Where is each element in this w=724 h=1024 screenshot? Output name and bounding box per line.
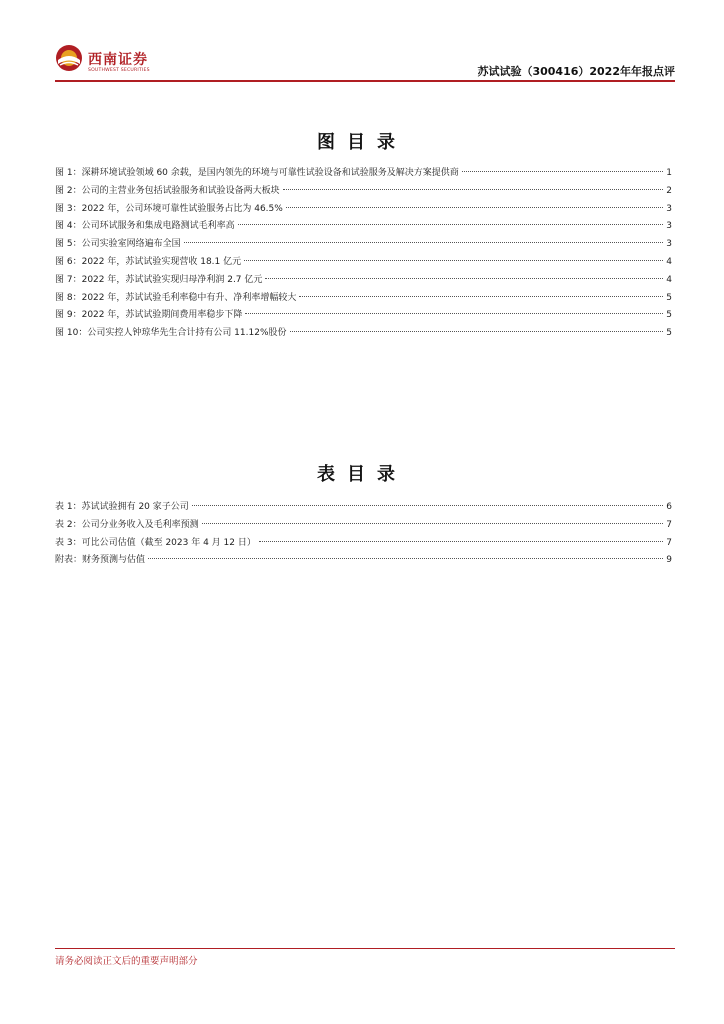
toc-page-number: 5 [666, 310, 672, 321]
logo-english-name: SOUTHWEST SECURITIES [88, 68, 150, 73]
toc-entry-label: 表 2：公司分业务收入及毛利率预测 [55, 519, 199, 530]
toc-dot-leader [184, 242, 664, 243]
figure-toc-entry[interactable] [55, 254, 672, 272]
report-title: 苏试试验（300416）2022年年报点评 [477, 65, 675, 78]
toc-page-number: 7 [666, 519, 672, 530]
toc-page-number: 3 [666, 203, 672, 214]
toc-page-number: 2 [666, 185, 672, 196]
header-divider [55, 80, 675, 82]
tables-toc-title: 表目录 [317, 464, 407, 485]
toc-dot-leader [192, 505, 664, 506]
figure-toc-entry[interactable] [55, 290, 672, 308]
toc-dot-leader [202, 523, 664, 524]
figure-toc-entry[interactable] [55, 236, 672, 254]
page-header [55, 40, 675, 80]
toc-page-number: 6 [666, 502, 672, 512]
figure-toc-entry[interactable] [55, 201, 672, 219]
toc-dot-leader [244, 260, 663, 261]
table-toc-entry[interactable] [55, 535, 672, 553]
figures-toc-list [55, 165, 672, 343]
toc-page-number: 5 [666, 292, 672, 303]
toc-entry-label: 图 2：公司的主营业务包括试验服务和试验设备两大板块 [55, 185, 280, 196]
tables-toc-list [55, 499, 672, 570]
toc-entry-label: 图 10：公司实控人钟琼华先生合计持有公司 11.12%股份 [55, 328, 287, 339]
toc-page-number: 4 [666, 274, 672, 285]
toc-page-number: 9 [666, 555, 672, 566]
toc-page-number: 3 [666, 221, 672, 232]
figure-toc-entry[interactable] [55, 183, 672, 201]
figure-toc-entry[interactable] [55, 272, 672, 290]
toc-entry-label: 图 5：公司实验室网络遍布全国 [55, 239, 181, 250]
toc-entry-label: 图 1：深耕环境试验领域 60 余载，是国内领先的环境与可靠性试验设备和试验服务及解决方案提供商 [55, 168, 459, 178]
toc-dot-leader [265, 278, 663, 279]
figures-toc-title: 图目录 [317, 132, 407, 153]
toc-entry-label: 图 6：2022 年，苏试试验实现营收 18.1 亿元 [55, 256, 242, 267]
toc-entry-label: 图 3：2022 年，公司环境可靠性试验服务占比为 46.5% [55, 203, 283, 214]
toc-page-number: 7 [666, 537, 672, 548]
logo-mark-icon [55, 44, 83, 72]
toc-entry-label: 图 7：2022 年，苏试试验实现归母净利润 2.7 亿元 [55, 274, 263, 285]
toc-entry-label: 表 1：苏试试验拥有 20 家子公司 [55, 502, 189, 512]
footer-divider [55, 948, 675, 949]
toc-entry-label: 图 9：2022 年，苏试试验期间费用率稳步下降 [55, 310, 243, 321]
toc-dot-leader [245, 313, 663, 314]
logo-chinese-name: 西南证券 [88, 52, 148, 68]
toc-dot-leader [283, 189, 664, 190]
toc-dot-leader [290, 331, 664, 332]
figure-toc-entry[interactable] [55, 307, 672, 325]
toc-dot-leader [148, 558, 663, 559]
table-toc-entry[interactable] [55, 517, 672, 535]
toc-dot-leader [462, 171, 664, 172]
toc-dot-leader [238, 224, 664, 225]
toc-dot-leader [259, 541, 663, 542]
toc-page-number: 3 [666, 239, 672, 250]
table-toc-entry[interactable] [55, 499, 672, 517]
toc-entry-label: 图 4：公司环试服务和集成电路测试毛利率高 [55, 221, 235, 232]
toc-dot-leader [299, 296, 663, 297]
figure-toc-entry[interactable] [55, 218, 672, 236]
toc-page-number: 1 [666, 168, 672, 178]
figure-toc-entry[interactable] [55, 165, 672, 183]
toc-entry-label: 表 3：可比公司估值（截至 2023 年 4 月 12 日） [55, 537, 256, 548]
table-toc-entry[interactable] [55, 552, 672, 570]
company-logo [55, 44, 185, 78]
toc-entry-label: 图 8：2022 年，苏试试验毛利率稳中有升、净利率增幅较大 [55, 292, 297, 303]
toc-dot-leader [286, 207, 663, 208]
figure-toc-entry[interactable] [55, 325, 672, 343]
toc-page-number: 5 [666, 328, 672, 339]
footer-disclaimer: 请务必阅读正文后的重要声明部分 [55, 956, 198, 967]
toc-page-number: 4 [666, 256, 672, 267]
toc-entry-label: 附表：财务预测与估值 [55, 555, 146, 566]
